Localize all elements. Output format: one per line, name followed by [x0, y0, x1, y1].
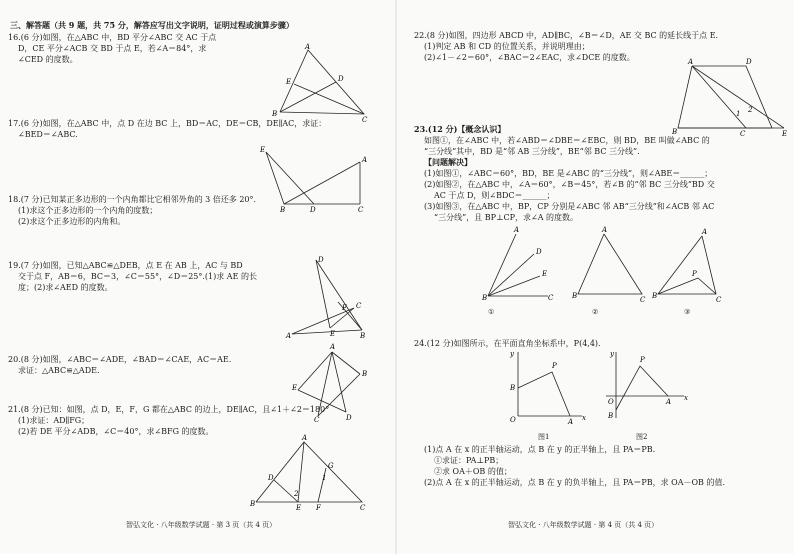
svg-text:E: E	[296, 504, 302, 512]
svg-text:E: E	[292, 384, 298, 392]
page-fold	[395, 0, 397, 554]
svg-text:C: C	[716, 296, 722, 304]
svg-text:C: C	[740, 130, 746, 138]
svg-text:C: C	[548, 294, 554, 302]
left-footer: 智弘文化 · 八年级数学试题 · 第 3 页（共 4 页）	[126, 521, 277, 529]
figure-q23-2	[572, 226, 646, 304]
svg-text:A: A	[688, 58, 694, 66]
svg-text:E: E	[330, 330, 336, 338]
svg-text:B: B	[360, 332, 366, 340]
svg-text:C: C	[360, 504, 366, 512]
svg-text:D: D	[268, 474, 274, 482]
figure-q23-1	[482, 226, 556, 302]
svg-text:B: B	[672, 128, 678, 136]
svg-text:A: A	[305, 43, 311, 51]
svg-text:P: P	[640, 356, 645, 364]
svg-text:D: D	[338, 75, 344, 83]
svg-text:A: A	[330, 343, 336, 351]
svg-text:O: O	[608, 398, 614, 406]
svg-text:B: B	[482, 294, 488, 302]
svg-text:B: B	[280, 206, 286, 214]
figure-q16	[258, 43, 368, 124]
svg-text:A: A	[514, 226, 520, 234]
svg-text:O: O	[510, 416, 516, 424]
svg-text:B: B	[272, 110, 278, 118]
svg-text:C: C	[362, 116, 368, 124]
svg-text:D: D	[746, 58, 752, 66]
caption-fig2: ②	[592, 308, 599, 316]
figure-q19	[286, 256, 370, 342]
caption-fig1: ①	[488, 308, 495, 316]
svg-text:F: F	[342, 304, 347, 312]
figure-q17	[260, 146, 372, 214]
right-page: 22.(8 分)如图，四边形 ABCD 中，AD∥BC，∠B＝∠D，AE 交 BC 的延长线于点 E. (1)判定 AB 和 CD 的位置关系，并说明理由； (2)∠1－∠2＝60°，∠BAC＝2∠EAC，求∠DCE 的度数。 A D B C E 1 2 23.(12 分)【概念认识】 如图①，在∠ABC 中，若∠ABD＝∠DBE＝∠EBC，则 BD，BE 叫做∠ABC 的 “三分线”其中，BD 是“邻 AB 三分线”，BE“邻 BC 三分线”. 【问题解决】 (1)如图①，∠ABC＝60°，BD，BE 是∠ABC 的“三分线”，则∠ABE＝______； (2)如图②，在△ABC 中，∠A＝60°，∠B＝45°，若∠B 的“邻 BC 三分线”BD 交 AC 于点 D，则∠BDC＝______； (3)如图③，在△ABC 中，BP，CP 分别是∠ABC 邻 AB“三分线”和∠ACB 邻 AC “三分线”，且 BP⊥CP，求∠A 的度数。 A D E B C A B C A B C P ① ② ③ 24.(12 分)如图所示，在平面直角坐标系中，P(4,4). y x O B P A y x O P A B 图1 图2 (1)点 A 在 x 的正半轴运动，点 B 在 y 的正半轴上，且 PA＝PB. ①求证：PA⊥PB； ②求 OA＋OB 的值； (2)点 A 在 x 的正半轴运动，点 B 在 y 的负半轴上，且 PA＝PB，求 OA－OB 的值. 智弘文化 · 八年级数学试题 · 第 4 页（共 4 页）	[414, 31, 788, 529]
svg-text:2: 2	[748, 106, 753, 114]
svg-text:A: A	[666, 398, 672, 406]
svg-text:2: 2	[294, 490, 299, 498]
svg-text:D: D	[536, 248, 542, 256]
svg-text:C: C	[314, 416, 320, 424]
svg-text:A: A	[302, 434, 308, 442]
section-header: 三、解答题（共 9 题，共 75 分，解答应写出文字说明，证明过程或演算步骤）	[10, 20, 294, 30]
figure-q24-1	[506, 350, 586, 426]
svg-text:B: B	[652, 292, 658, 300]
svg-text:A: A	[568, 418, 574, 426]
svg-text:G: G	[328, 462, 334, 470]
svg-text:A: A	[602, 226, 608, 234]
svg-text:E: E	[542, 270, 548, 278]
svg-text:B: B	[362, 370, 368, 378]
svg-text:D: D	[346, 414, 352, 422]
svg-text:E: E	[286, 78, 292, 86]
figure-q21	[250, 434, 366, 512]
svg-text:x: x	[684, 394, 688, 402]
svg-text:B: B	[510, 384, 516, 392]
left-page: 三、解答题（共 9 题，共 75 分，解答应写出文字说明，证明过程或演算步骤） 16.(6 分)如图，在△ABC 中，BD 平分∠ABC 交 AC 于点 D，CE 平分∠ACB 交 BD 于点 E，若∠A＝84°，求 ∠CED 的度数。 A B C D E 17.(6 分)如图，在△ABC 中，点 D 在边 BC 上，BD＝AC，DE＝CB，DE∥AC，求证： ∠BED＝∠ABC. E B D C A 18.(7 分)已知某正多边形的一个内角都比它相邻外角的 3 倍还多 20°. (1)求这个正多边形的一个内角的度数； (2)求这个正多边形的内角和。 19.(7 分)如图，已知△ABC≌△DEB，点 E 在 AB 上，AC 与 BD 交于点 F，AB＝6，BC＝3，∠C＝55°，∠D＝25°.(1)求 AE 的长 度；(2)求∠AED 的度数。 D A B C F E 20.(8 分)如图，∠ABC＝∠ADE，∠BAD＝∠CAE，AC＝AE. 求证：△ABC≌△ADE. A E B C D 21.(8 分)已知：如图，点 D，E，F，G 都在△ABC 的边上，DE∥AC，且∠1＋∠2＝180° (1)求证：AD∥FG； (2)若 DE 平分∠ADB，∠C＝40°，求∠BFG 的度数。 A B C D E F G 2 1 智弘文化 · 八年级数学试题 · 第 3 页（共 4 页）	[8, 20, 374, 530]
svg-text:B: B	[572, 292, 578, 300]
svg-text:D: D	[318, 256, 324, 264]
svg-text:y: y	[610, 350, 614, 358]
svg-text:C: C	[640, 296, 646, 304]
svg-text:D: D	[310, 206, 316, 214]
svg-text:A: A	[286, 332, 292, 340]
figure-q22	[672, 58, 788, 138]
svg-text:P: P	[552, 362, 557, 370]
svg-text:1: 1	[736, 110, 741, 118]
svg-text:y: y	[510, 350, 514, 358]
svg-text:P: P	[692, 270, 697, 278]
svg-text:F: F	[316, 504, 321, 512]
svg-text:C: C	[358, 206, 364, 214]
figure-q23-3	[652, 228, 726, 304]
svg-text:A: A	[702, 228, 708, 236]
svg-text:1: 1	[322, 474, 327, 482]
svg-text:B: B	[250, 500, 256, 508]
svg-text:A: A	[362, 156, 368, 164]
caption-fig3: ③	[684, 308, 691, 316]
svg-text:E: E	[782, 130, 788, 138]
caption-graph1: 图1	[538, 433, 550, 441]
svg-text:x: x	[582, 414, 586, 422]
svg-text:E: E	[260, 146, 266, 154]
figure-q24-2	[604, 350, 688, 420]
right-footer: 智弘文化 · 八年级数学试题 · 第 4 页（共 4 页）	[508, 521, 659, 529]
svg-text:C: C	[356, 302, 362, 310]
caption-graph2: 图2	[636, 433, 648, 441]
svg-text:B: B	[608, 412, 614, 420]
